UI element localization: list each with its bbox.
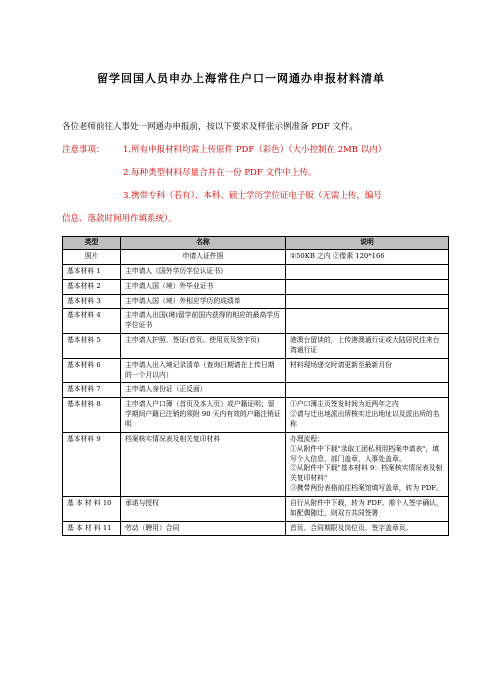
row-name: 主申请人护照、签证(首页、使用页及签字页) [121, 334, 286, 359]
row-name: 主申请人国（境）外相应学历的成绩单 [121, 294, 286, 309]
row-name: 主申请人《国外学历学位认证书》 [121, 264, 286, 279]
row-name: 主申请人出国(境)留学前国内获得的相应的最高学历学位证书 [121, 309, 286, 334]
table-row [63, 264, 449, 279]
row-desc: ①户口簿主页签发时间为近两年之内 ②请与迁出地派出所核实迁出地址以及派出所的名称 [286, 398, 449, 433]
row-name: 承诺与授权 [121, 496, 286, 521]
materials-table [62, 236, 449, 536]
table-row [63, 334, 449, 359]
row-type: 基本材料 3 [63, 294, 121, 309]
table-row [63, 383, 449, 398]
row-name: 申请人证件照 [121, 250, 286, 265]
row-type: 基本材料 6 [63, 358, 121, 383]
row-desc: ①50KB 之内 ②像素 120*166 [286, 250, 449, 265]
table-row [63, 358, 449, 383]
row-type: 基本材料 5 [63, 334, 121, 359]
table-row [63, 496, 449, 521]
note-item-3-continued: 信息、落款时间用作填系统）。 [62, 214, 177, 224]
row-name: 主申请人国（境）外毕业证书 [121, 279, 286, 294]
notes-heading: 注意事项： [62, 145, 105, 155]
note-item-1: 1.所有申报材料均需上传原件 PDF（彩色）（大小控制在 2MB 以内） [123, 145, 387, 155]
row-desc: 自行从附件中下载，转为 PDF。需个人签字确认，如配偶随迁，则双方共同签署 [286, 496, 449, 521]
row-desc [286, 294, 449, 309]
table-row [63, 250, 449, 265]
row-desc [286, 309, 449, 334]
note-item-3: 3.携带专科（若有）、本科、硕士学历学位证电子版（无需上传，编号 [123, 191, 382, 201]
row-desc [286, 383, 449, 398]
row-name: 主申请人户口簿（首页及本人页）或户籍证明；留学期间户籍已注销的须附 90 天内有效的户籍注销证明 [121, 398, 286, 433]
row-name: 劳动（聘用）合同 [121, 521, 286, 536]
row-type: 基 本 材 料 10 [63, 496, 121, 521]
row-name: 主申请人身份证（正反面） [121, 383, 286, 398]
table-row [63, 521, 449, 536]
row-type: 基本材料 4 [63, 309, 121, 334]
header-desc: 说明 [286, 237, 449, 250]
note-item-2: 2.每种类型材料尽量合并在一份 PDF 文件中上传。 [123, 168, 317, 178]
table-row [63, 309, 449, 334]
row-desc [286, 279, 449, 294]
header-name: 名称 [121, 237, 286, 250]
header-type: 类型 [63, 237, 121, 250]
row-type: 基本材料 9 [63, 432, 121, 496]
row-desc: 办理流程： ①从附件中下载"录取工团私利用档案申请表"，填写个人信息，部门盖章，人事处盖章。 ②从附件中下载"基本材料 9：档案核实情况表及相关复印材料" ③携带两份表格前往档案馆填写盖章，转为 PDF。 [286, 432, 449, 496]
row-type: 基 本 材 料 11 [63, 521, 121, 536]
table-row [63, 432, 449, 496]
row-type: 基本材料 2 [63, 279, 121, 294]
table-row [63, 398, 449, 433]
table-row [63, 279, 449, 294]
row-type: 基本材料 1 [63, 264, 121, 279]
row-type: 基本材料 8 [63, 398, 121, 433]
table-header-row [63, 237, 449, 250]
row-name: 主申请人出入境记录清单（查询日期请在上传日期的一个月以内） [121, 358, 286, 383]
intro-text: 各位老师前往人事处一网通办申报前，按以下要求及样张示例准备 PDF 文件。 [62, 122, 358, 132]
row-type: 基本材料 7 [63, 383, 121, 398]
row-desc: 首页、合同期限及岗位页、签字盖章页。 [286, 521, 449, 536]
row-type: 照片 [63, 250, 121, 265]
row-desc: 材料现场递交时请更新至最新月份 [286, 358, 449, 383]
row-name: 档案核实情况表及相关复印材料 [121, 432, 286, 496]
table-row [63, 294, 449, 309]
row-desc: 港澳台留读的，上传港澳通行证或大陆居民往来台湾通行证 [286, 334, 449, 359]
row-desc [286, 264, 449, 279]
page-title: 留学回国人员申办上海常住户口一网通办申报材料清单 [97, 72, 385, 85]
